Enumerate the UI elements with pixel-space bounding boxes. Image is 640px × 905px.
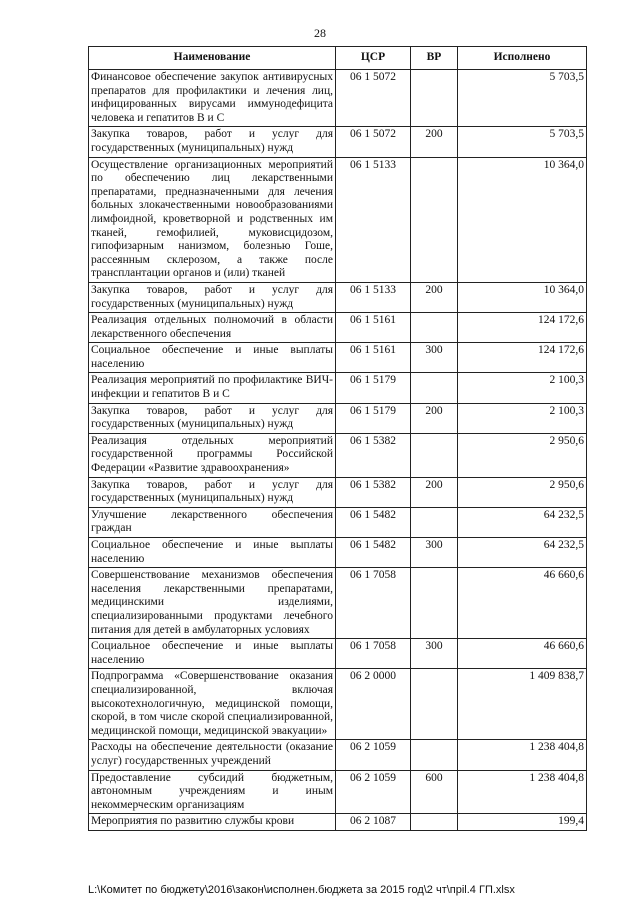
- table-row: [89, 373, 587, 403]
- row-name-cell: Расходы на обеспечение деятельности (оказание услуг) государственных учреждений: [89, 740, 336, 770]
- table-row: [89, 477, 587, 507]
- row-executed-cell: 46 660,6: [458, 639, 587, 669]
- table-body: [89, 70, 587, 831]
- row-name-cell: Социальное обеспечение и иные выплаты населению: [89, 343, 336, 373]
- row-executed-cell: 2 100,3: [458, 403, 587, 433]
- row-name-cell: Финансовое обеспечение закупок антивирусных препаратов для профилактики и лечения лиц, инфицированных вирусами иммунодефицита человека и гепатитов В и С: [89, 70, 336, 127]
- row-csr-cell: 06 1 5482: [336, 538, 411, 568]
- row-vr-cell: [411, 157, 458, 282]
- row-name-cell: Совершенствование механизмов обеспечения населения лекарственными препаратами, медицинскими изделиями, специализированными продуктами лечебного питания для детей в амбулаторных условиях: [89, 568, 336, 639]
- row-vr-cell: [411, 313, 458, 343]
- row-name-cell: Закупка товаров, работ и услуг для государственных (муниципальных) нужд: [89, 282, 336, 312]
- row-executed-cell: 1 238 404,8: [458, 770, 587, 814]
- row-executed-cell: 2 100,3: [458, 373, 587, 403]
- row-vr-cell: 300: [411, 538, 458, 568]
- row-csr-cell: 06 1 5161: [336, 343, 411, 373]
- row-csr-cell: 06 2 1087: [336, 814, 411, 831]
- row-csr-cell: 06 1 5382: [336, 477, 411, 507]
- row-name-cell: Подпрограмма «Совершенствование оказания специализированной, включая высокотехнологичную, медицинской помощи, скорой, в том числе скорой специализированной, медицинской помощи, медицинской эвакуации»: [89, 669, 336, 740]
- row-name-cell: Закупка товаров, работ и услуг для государственных (муниципальных) нужд: [89, 403, 336, 433]
- table-row: [89, 343, 587, 373]
- header-name: Наименование: [89, 47, 336, 70]
- table-row: [89, 403, 587, 433]
- row-vr-cell: 200: [411, 403, 458, 433]
- row-vr-cell: 600: [411, 770, 458, 814]
- row-csr-cell: 06 2 1059: [336, 740, 411, 770]
- row-name-cell: Мероприятия по развитию службы крови: [89, 814, 336, 831]
- row-vr-cell: [411, 507, 458, 537]
- row-name-cell: Предоставление субсидий бюджетным, автономным учреждениям и иным некоммерческим организациям: [89, 770, 336, 814]
- table-row: [89, 770, 587, 814]
- row-executed-cell: 64 232,5: [458, 507, 587, 537]
- row-executed-cell: 10 364,0: [458, 282, 587, 312]
- row-csr-cell: 06 1 7058: [336, 568, 411, 639]
- row-csr-cell: 06 1 5072: [336, 70, 411, 127]
- row-csr-cell: 06 1 5382: [336, 433, 411, 477]
- row-csr-cell: 06 1 5179: [336, 403, 411, 433]
- row-csr-cell: 06 1 5133: [336, 157, 411, 282]
- row-vr-cell: [411, 70, 458, 127]
- row-vr-cell: [411, 740, 458, 770]
- row-csr-cell: 06 1 5072: [336, 127, 411, 157]
- row-name-cell: Закупка товаров, работ и услуг для государственных (муниципальных) нужд: [89, 127, 336, 157]
- file-path-footer: L:\Комитет по бюджету\2016\закон\исполнен.бюджета за 2015 год\2 чт\прil.4 ГП.xlsx: [88, 884, 515, 896]
- row-vr-cell: [411, 568, 458, 639]
- row-executed-cell: 10 364,0: [458, 157, 587, 282]
- row-executed-cell: 5 703,5: [458, 70, 587, 127]
- row-csr-cell: 06 1 5161: [336, 313, 411, 343]
- row-vr-cell: 200: [411, 127, 458, 157]
- row-name-cell: Закупка товаров, работ и услуг для государственных (муниципальных) нужд: [89, 477, 336, 507]
- row-executed-cell: 2 950,6: [458, 477, 587, 507]
- table-row: [89, 70, 587, 127]
- header-csr: ЦСР: [336, 47, 411, 70]
- row-name-cell: Реализация отдельных полномочий в области лекарственного обеспечения: [89, 313, 336, 343]
- page-number: 28: [314, 26, 326, 40]
- row-name-cell: Социальное обеспечение и иные выплаты населению: [89, 639, 336, 669]
- row-csr-cell: 06 1 7058: [336, 639, 411, 669]
- row-executed-cell: 124 172,6: [458, 343, 587, 373]
- header-vr: ВР: [411, 47, 458, 70]
- row-name-cell: Социальное обеспечение и иные выплаты населению: [89, 538, 336, 568]
- row-executed-cell: 46 660,6: [458, 568, 587, 639]
- row-csr-cell: 06 2 0000: [336, 669, 411, 740]
- row-vr-cell: [411, 669, 458, 740]
- row-executed-cell: 124 172,6: [458, 313, 587, 343]
- row-vr-cell: 300: [411, 343, 458, 373]
- row-executed-cell: 64 232,5: [458, 538, 587, 568]
- table-row: [89, 507, 587, 537]
- budget-table: [88, 46, 587, 831]
- row-vr-cell: 300: [411, 639, 458, 669]
- row-csr-cell: 06 2 1059: [336, 770, 411, 814]
- row-executed-cell: 1 409 838,7: [458, 669, 587, 740]
- row-vr-cell: [411, 373, 458, 403]
- row-name-cell: Улучшение лекарственного обеспечения граждан: [89, 507, 336, 537]
- row-executed-cell: 199,4: [458, 814, 587, 831]
- row-vr-cell: [411, 814, 458, 831]
- table-row: [89, 282, 587, 312]
- row-name-cell: Реализация отдельных мероприятий государственной программы Российской Федерации «Развитие здравоохранения»: [89, 433, 336, 477]
- row-executed-cell: 2 950,6: [458, 433, 587, 477]
- table-row: [89, 433, 587, 477]
- table-row: [89, 669, 587, 740]
- row-executed-cell: 5 703,5: [458, 127, 587, 157]
- table-row: [89, 639, 587, 669]
- row-csr-cell: 06 1 5133: [336, 282, 411, 312]
- row-csr-cell: 06 1 5482: [336, 507, 411, 537]
- row-name-cell: Реализация мероприятий по профилактике ВИЧ-инфекции и гепатитов В и С: [89, 373, 336, 403]
- table-row: [89, 740, 587, 770]
- table-header-row: [89, 47, 587, 70]
- header-executed: Исполнено: [458, 47, 587, 70]
- row-vr-cell: 200: [411, 477, 458, 507]
- table-row: [89, 568, 587, 639]
- table-row: [89, 814, 587, 831]
- row-name-cell: Осуществление организационных мероприятий по обеспечению лиц лекарственными препаратами, предназначенными для лечения больных злокачественными новообразованиями лимфоидной, кроветворной и родственных им тканей, гемофилией, муковисцидозом, гипофизарным нанизмом, болезнью Гоше, рассеянным склерозом, а также после трансплантации органов и (или) тканей: [89, 157, 336, 282]
- row-csr-cell: 06 1 5179: [336, 373, 411, 403]
- row-executed-cell: 1 238 404,8: [458, 740, 587, 770]
- table-row: [89, 538, 587, 568]
- table-row: [89, 313, 587, 343]
- table-row: [89, 127, 587, 157]
- row-vr-cell: [411, 433, 458, 477]
- table-row: [89, 157, 587, 282]
- row-vr-cell: 200: [411, 282, 458, 312]
